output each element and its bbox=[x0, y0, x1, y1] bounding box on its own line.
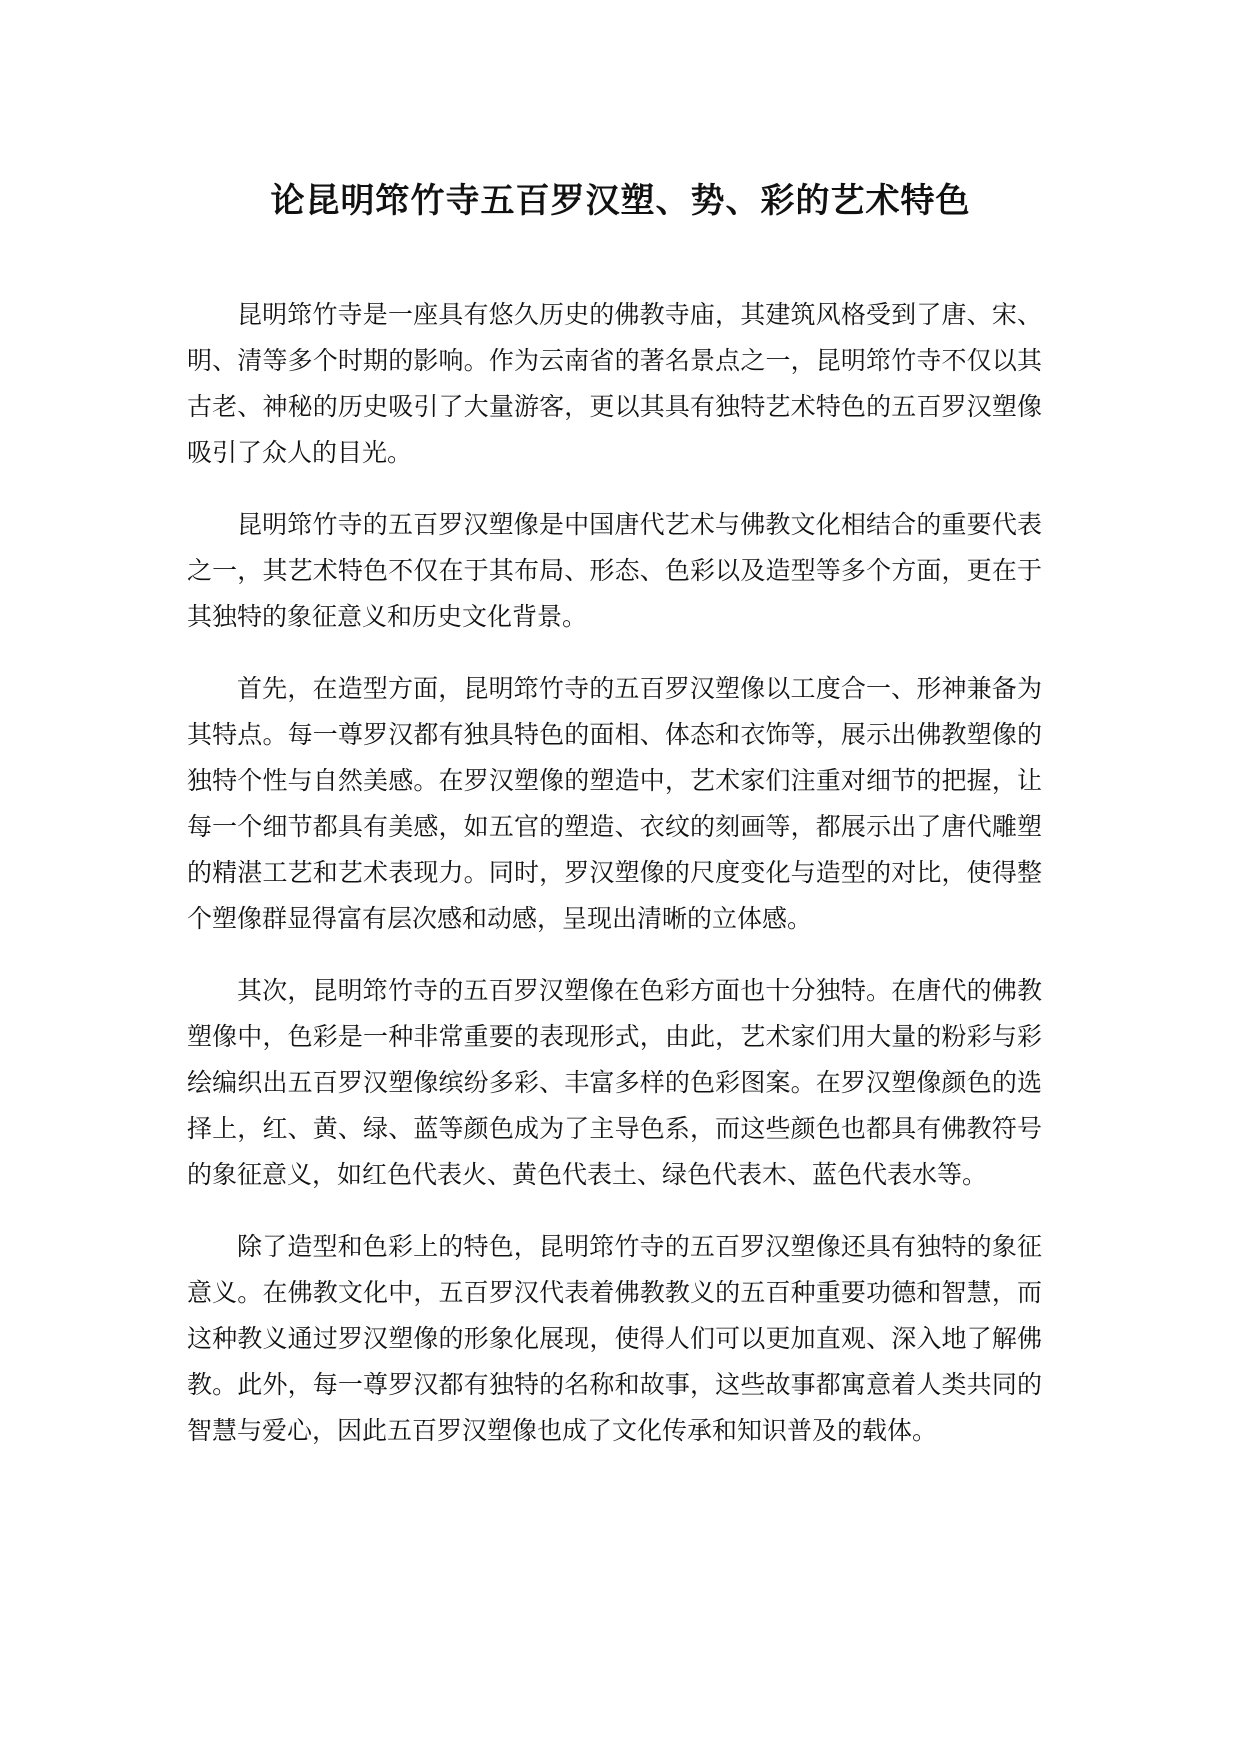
paragraph-form: 首先，在造型方面，昆明筇竹寺的五百罗汉塑像以工度合一、形神兼备为其特点。每一尊罗汉都有独具特色的面相、体态和衣饰等，展示出佛教塑像的独特个性与自然美感。在罗汉塑像的塑造中，艺术家们注重对细节的把握，让每一个细节都具有美感，如五官的塑造、衣纹的刻画等，都展示出了唐代雕塑的精湛工艺和艺术表现力。同时，罗汉塑像的尺度变化与造型的对比，使得整个塑像群显得富有层次感和动感，呈现出清晰的立体感。 bbox=[187, 674, 1042, 933]
document-title: 论昆明筇竹寺五百罗汉塑、势、彩的艺术特色 bbox=[270, 181, 971, 221]
paragraph-color: 其次，昆明筇竹寺的五百罗汉塑像在色彩方面也十分独特。在唐代的佛教塑像中，色彩是一种非常重要的表现形式，由此，艺术家们用大量的粉彩与彩绘编织出五百罗汉塑像缤纷多彩、丰富多样的色彩图案。在罗汉塑像颜色的选择上，红、黄、绿、蓝等颜色成为了主导色系，而这些颜色也都具有佛教符号的象征意义，如红色代表火、黄色代表土、绿色代表木、蓝色代表水等。 bbox=[187, 976, 1042, 1189]
document-body bbox=[187, 292, 1042, 1480]
paragraph-symbolism: 除了造型和色彩上的特色，昆明筇竹寺的五百罗汉塑像还具有独特的象征意义。在佛教文化中，五百罗汉代表着佛教教义的五百种重要功德和智慧，而这种教义通过罗汉塑像的形象化展现，使得人们可以更加直观、深入地了解佛教。此外，每一尊罗汉都有独特的名称和故事，这些故事都寓意着人类共同的智慧与爱心，因此五百罗汉塑像也成了文化传承和知识普及的载体。 bbox=[187, 1232, 1042, 1445]
paragraph-overview: 昆明筇竹寺的五百罗汉塑像是中国唐代艺术与佛教文化相结合的重要代表之一，其艺术特色不仅在于其布局、形态、色彩以及造型等多个方面，更在于其独特的象征意义和历史文化背景。 bbox=[187, 510, 1042, 631]
paragraph-intro: 昆明筇竹寺是一座具有悠久历史的佛教寺庙，其建筑风格受到了唐、宋、明、清等多个时期的影响。作为云南省的著名景点之一，昆明筇竹寺不仅以其古老、神秘的历史吸引了大量游客，更以其具有独特艺术特色的五百罗汉塑像吸引了众人的目光。 bbox=[187, 300, 1042, 467]
